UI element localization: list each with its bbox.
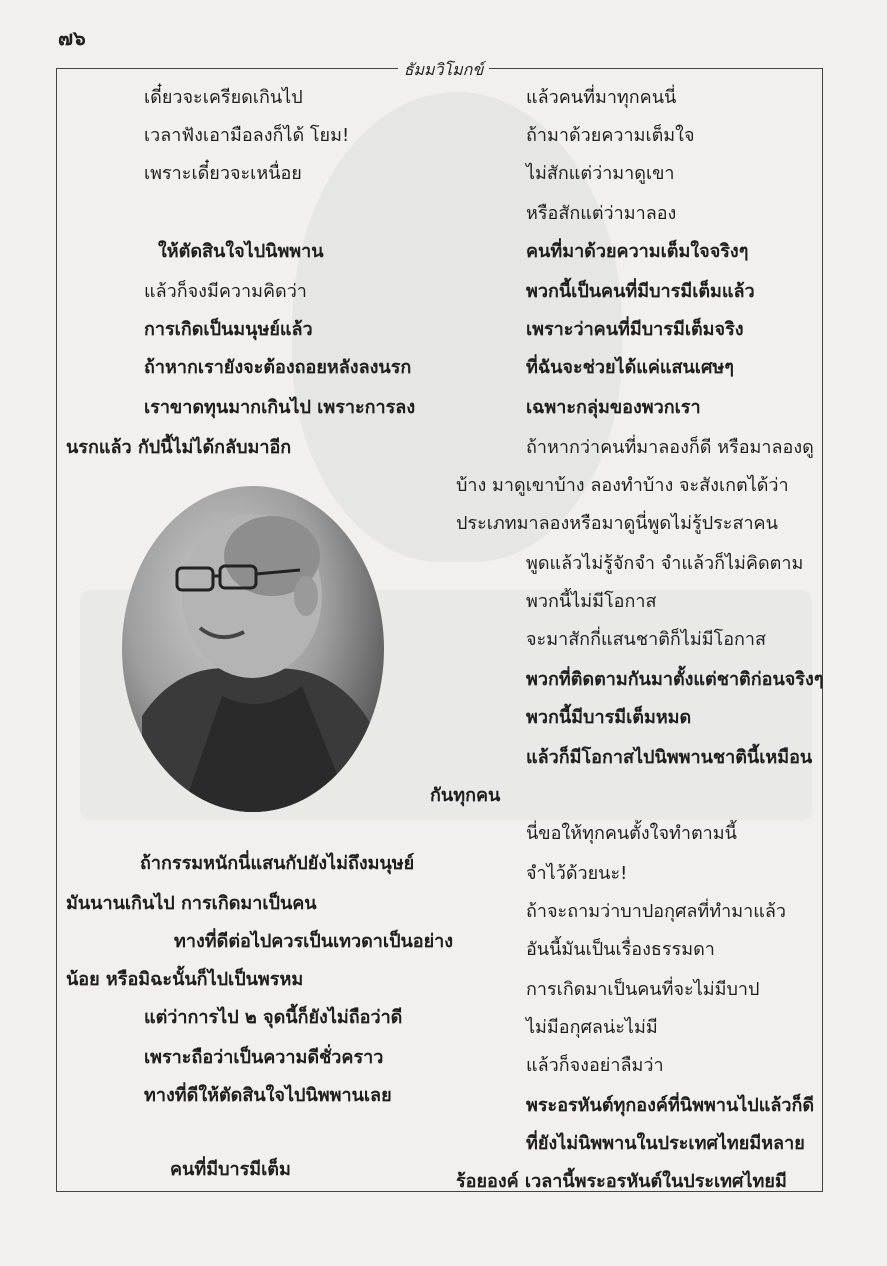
- text-line: เราขาดทุนมากเกินไป เพราะการลง: [144, 397, 416, 418]
- text-line: ที่ยังไม่นิพพานในประเทศไทยมีหลาย: [526, 1133, 805, 1154]
- text-line: แล้วก็จงอย่าลืมว่า: [526, 1055, 664, 1076]
- running-header: [0, 58, 887, 83]
- text-line: เพราะว่าคนที่มีบารมีเต็มจริง: [526, 319, 744, 340]
- text-line: ถ้าหากว่าคนที่มาลองก็ดี หรือมาลองดู: [526, 437, 814, 458]
- text-line: เฉพาะกลุ่มของพวกเรา: [526, 397, 701, 418]
- text-line: ร้อยองค์ เวลานี้พระอรหันต์ในประเทศไทยมี: [456, 1171, 787, 1192]
- text-line: มันนานเกินไป การเกิดมาเป็นคน: [66, 893, 317, 914]
- text-line: คนที่มาด้วยความเต็มใจจริงๆ: [526, 241, 749, 262]
- text-line: ถ้าจะถามว่าบาปอกุศลที่ทำมาแล้ว: [526, 901, 786, 922]
- text-line: เพราะเดี๋ยวจะเหนื่อย: [144, 163, 302, 184]
- text-line: เดี๋ยวจะเครียดเกินไป: [144, 87, 303, 108]
- page-number: ๗๖: [58, 26, 86, 50]
- monk-portrait-icon: [122, 486, 384, 812]
- section-heading: ให้ตัดสินใจไปนิพพาน: [158, 241, 324, 262]
- text-line: แต่ว่าการไป ๒ จุดนี้ก็ยังไม่ถือว่าดี: [144, 1007, 403, 1028]
- text-line: นรกแล้ว กัปนี้ไม่ได้กลับมาอีก: [66, 437, 292, 458]
- running-header-text: ธัมมวิโมกข์: [398, 60, 490, 79]
- text-line: ประเภทมาลองหรือมาดูนี่พูดไม่รู้ประสาคน: [456, 513, 778, 534]
- text-line: เวลาฟังเอามือลงก็ได้ โยม!: [144, 125, 350, 146]
- text-line: พูดแล้วไม่รู้จักจำ จำแล้วก็ไม่คิดตาม: [526, 553, 804, 574]
- text-line: เพราะถือว่าเป็นความดีชั่วคราว: [144, 1047, 384, 1068]
- text-line: บ้าง มาดูเขาบ้าง ลองทำบ้าง จะสังเกตได้ว่า: [456, 475, 789, 496]
- text-line: พวกนี้เป็นคนที่มีบารมีเต็มแล้ว: [526, 281, 755, 302]
- text-line: พวกที่ติดตามกันมาตั้งแต่ชาติก่อนจริงๆ: [526, 669, 824, 690]
- text-line: พวกนี้มีบารมีเต็มหมด: [526, 707, 692, 728]
- text-line: ที่ฉันจะช่วยได้แค่แสนเศษๆ: [526, 357, 734, 378]
- text-line: ทางที่ดีให้ตัดสินใจไปนิพพานเลย: [144, 1085, 392, 1106]
- text-line: การเกิดเป็นมนุษย์แล้ว: [144, 319, 313, 340]
- text-line: ไม่มีอกุศลน่ะไม่มี: [526, 1017, 658, 1038]
- text-line: พระอรหันต์ทุกองค์ที่นิพพานไปแล้วก็ดี: [526, 1095, 815, 1116]
- text-line: จำไว้ด้วยนะ!: [526, 863, 628, 884]
- text-line: ถ้าหากเรายังจะต้องถอยหลังลงนรก: [144, 357, 412, 378]
- text-line: ทางที่ดีต่อไปควรเป็นเทวดาเป็นอย่าง: [174, 931, 454, 952]
- text-line: การเกิดมาเป็นคนที่จะไม่มีบาป: [526, 979, 760, 1000]
- text-line: พวกนี้ไม่มีโอกาส: [526, 591, 657, 612]
- text-line: แล้วก็จงมีความคิดว่า: [144, 281, 307, 302]
- text-line: แล้วคนที่มาทุกคนนี่: [526, 87, 677, 108]
- text-line: หรือสักแต่ว่ามาลอง: [526, 203, 677, 224]
- portrait-photo: [122, 486, 384, 812]
- text-line: นี่ขอให้ทุกคนตั้งใจทำตามนี้: [526, 823, 737, 844]
- text-line: ไม่สักแต่ว่ามาดูเขา: [526, 163, 675, 184]
- text-line: น้อย หรือมิฉะนั้นก็ไปเป็นพรหม: [66, 969, 304, 990]
- text-line: กันทุกคน: [430, 785, 501, 806]
- text-line: ถ้ามาด้วยความเต็มใจ: [526, 125, 695, 146]
- text-line: แล้วก็มีโอกาสไปนิพพานชาตินี้เหมือน: [526, 747, 813, 768]
- text-line: อันนี้มันเป็นเรื่องธรรมดา: [526, 939, 715, 960]
- text-line: จะมาสักกี่แสนชาติก็ไม่มีโอกาส: [526, 629, 767, 650]
- text-line: ถ้ากรรมหนักนี่แสนกัปยังไม่ถึงมนุษย์: [140, 853, 415, 874]
- section-heading: คนที่มีบารมีเต็ม: [170, 1159, 291, 1180]
